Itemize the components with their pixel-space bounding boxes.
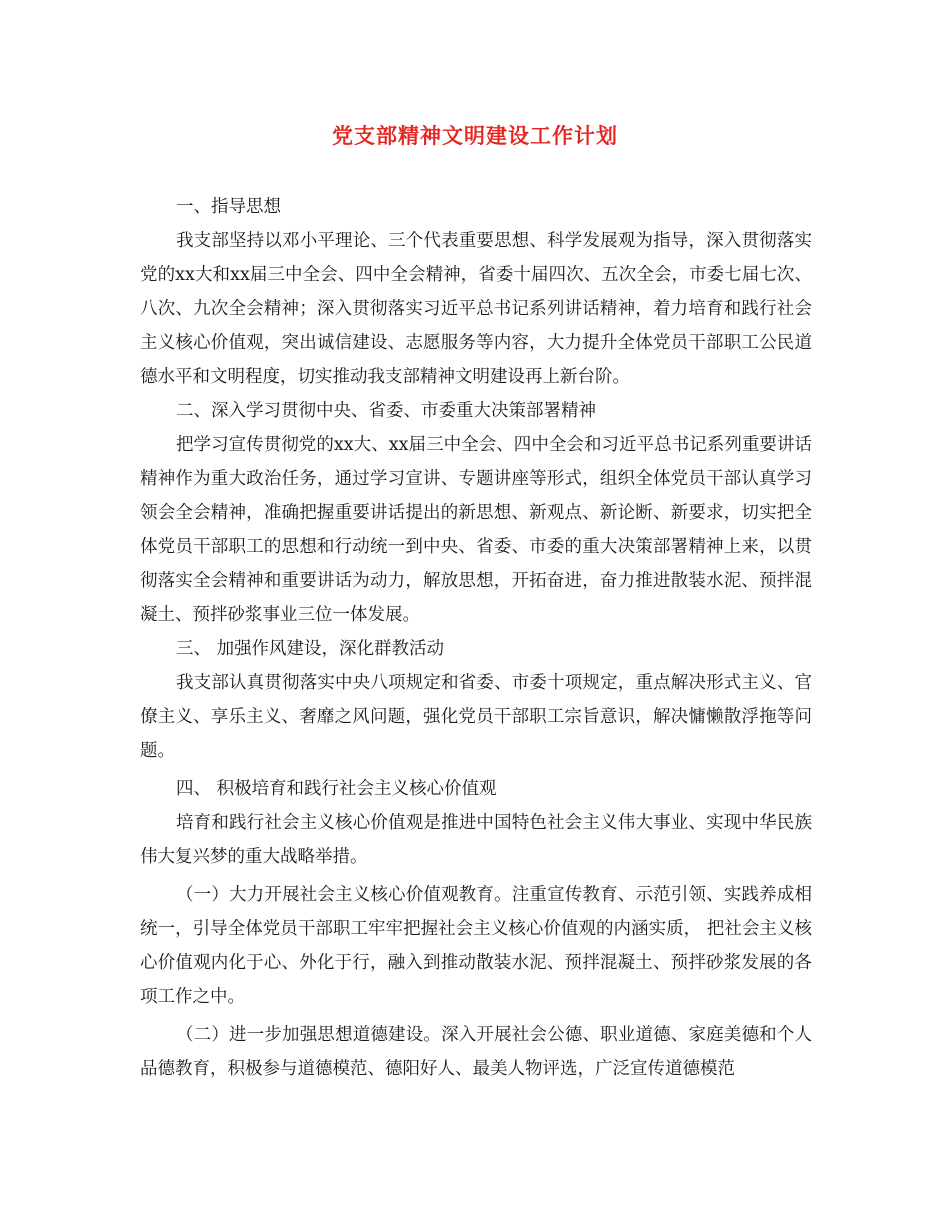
paragraph-study-implement: 把学习宣传贯彻党的xx大、xx届三中全会、四中全会和习近平总书记系列重要讲话精神作为重大政治任务，通过学习宣讲、专题讲座等形式，组织全体党员干部认真学习领会全会精神，准确把握重要讲话提出的新思想、新观点、新论断、新要求，切实把全体党员干部职工的思想和行动统一到中央、省委、市委的重大决策部署精神上来，以贯彻落实全会精神和重要讲话为动力，解放思想，开拓奋进，奋力推进散装水泥、预拌混凝土、预拌砂浆事业三位一体发展。 — [140, 435, 812, 625]
paragraph-work-style: 我支部认真贯彻落实中央八项规定和省委、市委十项规定，重点解决形式主义、官僚主义、享乐主义、奢靡之风问题，强化党员干部职工宗旨意识，解决慵懒散浮拖等问题。 — [140, 673, 812, 761]
section-heading-core-values: 四、 积极培育和践行社会主义核心价值观 — [176, 779, 497, 799]
section-heading-study-implement: 二、深入学习贯彻中央、省委、市委重大决策部署精神 — [176, 401, 596, 421]
paragraph-core-values-intro: 培育和践行社会主义核心价值观是推进中国特色社会主义伟大事业、实现中华民族伟大复兴梦的重大战略举措。 — [140, 813, 812, 867]
paragraph-moral-construction: （二）进一步加强思想道德建设。深入开展社会公德、职业道德、家庭美德和个人品德教育，积极参与道德模范、德阳好人、最美人物评选，广泛宣传道德模范 — [140, 1025, 812, 1079]
paragraph-guiding-ideology: 我支部坚持以邓小平理论、三个代表重要思想、科学发展观为指导，深入贯彻落实党的xx大和xx届三中全会、四中全会精神，省委十届四次、五次全会，市委七届七次、八次、九次全会精神；深入贯彻落实习近平总书记系列讲话精神，着力培育和践行社会主义核心价值观，突出诚信建设、志愿服务等内容，大力提升全体党员干部职工公民道德水平和文明程度，切实推动我支部精神文明建设再上新台阶。 — [140, 231, 812, 387]
section-heading-work-style: 三、 加强作风建设，深化群教活动 — [176, 639, 445, 659]
paragraph-core-values-education: （一）大力开展社会主义核心价值观教育。注重宣传教育、示范引领、实践养成相统一，引导全体党员干部职工牢牢把握社会主义核心价值观的内涵实质， 把社会主义核心价值观内化于心、外化于行，融入到推动散装水泥、预拌混凝土、预拌砂浆发展的各项工作之中。 — [140, 885, 812, 1007]
document-body — [140, 190, 812, 1086]
section-heading-guiding-ideology: 一、指导思想 — [176, 197, 281, 217]
document-title: 党支部精神文明建设工作计划 — [332, 123, 618, 148]
